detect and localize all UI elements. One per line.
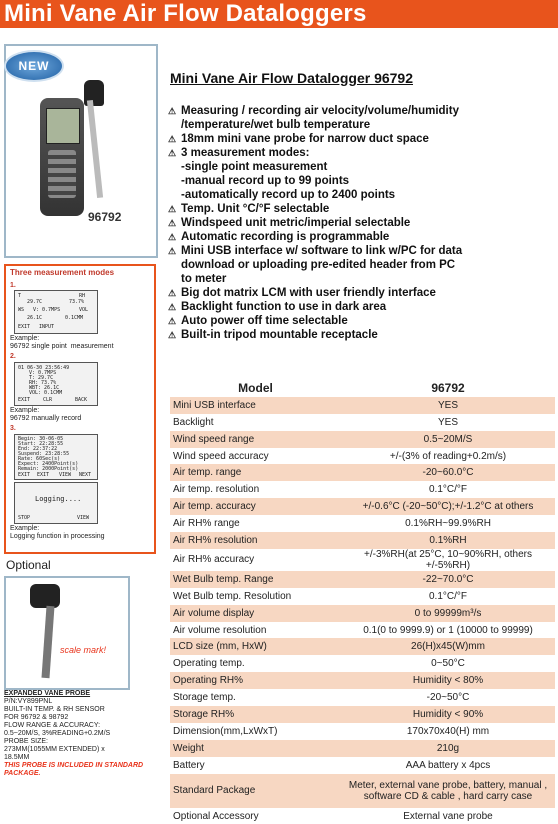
spec-value: +/-3%RH(at 25°C, 10~90%RH, others +/-5%RH) (341, 549, 555, 571)
spec-value: 26(H)x45(W)mm (341, 638, 555, 655)
lcd4-b2: VIEW (77, 515, 90, 521)
spec-label: Wet Bulb temp. Range (170, 571, 341, 588)
probe-line: BUILT-IN TEMP. & RH SENSOR (4, 706, 105, 713)
feature-item: ⚠ Backlight function to use in dark area (168, 301, 387, 313)
spec-row (170, 723, 555, 740)
spec-row (170, 740, 555, 757)
lcd-screen-3 (14, 434, 98, 480)
warning-triangle-icon: ⚠ (168, 246, 177, 256)
feature-item: ⚠ Auto power off time selectable (168, 315, 348, 327)
spec-value: 0.1%RH~99.9%RH (341, 515, 555, 532)
spec-value: +/-(3% of reading+0.2m/s) (341, 448, 555, 465)
lcd3-l3: End: 22:37:22 (18, 446, 58, 452)
lcd3-b1: EXIT (18, 472, 31, 478)
spec-row (170, 757, 555, 774)
lcd2-l1: 01 06-30 23:56:49 (18, 365, 70, 371)
expanded-vane-probe-image (30, 584, 60, 608)
warning-triangle-icon: ⚠ (168, 316, 177, 326)
spec-row (170, 515, 555, 532)
spec-row (170, 498, 555, 515)
warning-triangle-icon: ⚠ (168, 134, 177, 144)
lcd-screen-2 (14, 362, 98, 406)
spec-label: Backlight (170, 414, 341, 431)
spec-header-label: Model (170, 380, 341, 397)
spec-value: -20~50°C (341, 689, 555, 706)
spec-label: Operating temp. (170, 655, 341, 672)
spec-row (170, 481, 555, 498)
feature-item: ⚠ Big dot matrix LCM with user friendly interface (168, 287, 436, 299)
lcd1-ws: WS (18, 307, 25, 313)
optional-label: Optional (6, 558, 51, 572)
spec-row (170, 638, 555, 655)
product-model-code: 96792 (88, 210, 122, 224)
feature-item: ⚠ Windspeed unit metric/imperial selectable (168, 217, 411, 229)
datalogger-device-image (40, 98, 84, 216)
warning-triangle-icon: ⚠ (168, 204, 177, 214)
spec-value: 170x70x40(H) mm (341, 723, 555, 740)
spec-value: YES (341, 414, 555, 431)
lcd2-l4: RH: 73.7% (29, 380, 57, 386)
spec-value: AAA battery x 4pcs (341, 757, 555, 774)
feature-item: ⚠ Automatic recording is programmable (168, 231, 390, 243)
expanded-probe-info (4, 690, 154, 778)
probe-note: THIS PROBE IS INCLUDED IN STANDARD PACKAGE. (4, 762, 144, 777)
spec-value: Humidity < 80% (341, 672, 555, 689)
spec-row (170, 397, 555, 414)
spec-label: Wind speed accuracy (170, 448, 341, 465)
mode-number-2: 2. (10, 353, 16, 360)
spec-label: Storage RH% (170, 706, 341, 723)
spec-row (170, 588, 555, 605)
spec-value: Humidity < 90% (341, 706, 555, 723)
feature-subitem: -single point measurement (181, 161, 328, 173)
spec-value: -22~70.0°C (341, 571, 555, 588)
spec-row (170, 532, 555, 549)
lcd1-v1: 29.7C (27, 299, 43, 305)
spec-value: 0.1°C/°F (341, 481, 555, 498)
lcd2-l6: VOL: 0.1CMM (29, 390, 63, 396)
lcd3-b2: EXIT (37, 472, 50, 478)
modes-title: Three measurement modes (10, 268, 115, 277)
spec-label: Air RH% resolution (170, 532, 341, 549)
feature-item: ⚠ Temp. Unit °C/°F selectable (168, 203, 330, 215)
spec-label: Wet Bulb temp. Resolution (170, 588, 341, 605)
feature-subitem: -automatically record up to 2400 points (181, 189, 396, 201)
lcd1-vol: VOL (79, 307, 89, 313)
spec-row (170, 689, 555, 706)
warning-triangle-icon: ⚠ (168, 148, 177, 158)
spec-label: Air volume resolution (170, 622, 341, 639)
warning-triangle-icon: ⚠ (168, 302, 177, 312)
lcd3-l5: Rate: 60Sec(s) (18, 456, 61, 462)
lcd3-l6: Expect: 2400Point(s) (18, 461, 79, 467)
product-title: Mini Vane Air Flow Datalogger 96792 (170, 70, 413, 86)
spec-label: Standard Package (170, 774, 341, 808)
page-banner: Mini Vane Air Flow Dataloggers (0, 0, 558, 28)
lcd2-l2: V: 0.7MPS (29, 370, 57, 376)
spec-row (170, 706, 555, 723)
lcd3-b3: VIEW (59, 472, 72, 478)
spec-row (170, 549, 555, 571)
warning-triangle-icon: ⚠ (168, 232, 177, 242)
lcd3-l2: Start: 22:28:55 (18, 441, 64, 447)
spec-header-value: 96792 (341, 380, 555, 397)
spec-value: -20~60.0°C (341, 464, 555, 481)
probe-line: P/N:VY899PNL (4, 698, 53, 705)
mode3-caption: Example: Logging function in processing (10, 525, 105, 540)
device-keypad (48, 150, 76, 198)
spec-value: 0.5~20M/S (341, 431, 555, 448)
lcd1-input: INPUT (39, 324, 55, 330)
lcd1-rh: RH (79, 293, 86, 299)
spec-row (170, 414, 555, 431)
probe-line: FOR 96792 & 98792 (4, 714, 69, 721)
spec-row (170, 774, 555, 808)
spec-value: 210g (341, 740, 555, 757)
lcd-screen-4 (14, 482, 98, 524)
spec-value: 0.1%RH (341, 532, 555, 549)
lcd3-b4: NEXT (79, 472, 92, 478)
spec-label: Dimension(mm,LxWxT) (170, 723, 341, 740)
probe-line: 18.5MM (4, 754, 30, 761)
feature-item: ⚠ 3 measurement modes: (168, 147, 310, 159)
spec-value: 0.1(0 to 9999.9) or 1 (10000 to 99999) (341, 622, 555, 639)
mode1-caption: Example: 96792 single point measurement (10, 335, 114, 350)
spec-value: 0 to 99999m³/s (341, 605, 555, 622)
lcd3-l4: Suspend: 23:28:55 (18, 451, 70, 457)
lcd2-l3: T: 29.7C (29, 375, 54, 381)
spec-value: YES (341, 397, 555, 414)
lcd3-l1: Begin: 30-06-05 (18, 436, 64, 442)
device-screen (46, 108, 80, 144)
spec-value: +/-0.6°C (-20~50°C);+/-1.2°C at others (341, 498, 555, 515)
spec-label: Air temp. resolution (170, 481, 341, 498)
mode-number-3: 3. (10, 425, 16, 432)
feature-item: ⚠ 18mm mini vane probe for narrow duct space (168, 133, 429, 145)
spec-row (170, 448, 555, 465)
spec-label: Storage temp. (170, 689, 341, 706)
spec-label: Wind speed range (170, 431, 341, 448)
spec-label: Air RH% range (170, 515, 341, 532)
probe-line: 273MM(1055MM EXTENDED) x (4, 746, 105, 753)
feature-subitem: -manual record up to 99 points (181, 175, 350, 187)
spec-label: Operating RH% (170, 672, 341, 689)
lcd2-b2: CLR (43, 397, 53, 403)
spec-value: Meter, external vane probe, battery, manual , software CD & cable , hard carry case (341, 774, 555, 808)
lcd4-text: Logging.... (35, 495, 82, 503)
feature-item-continued: download or uploading pre-edited header from PC (181, 259, 456, 271)
feature-item: ⚠ Measuring / recording air velocity/volume/humidity (168, 105, 459, 117)
feature-list (168, 104, 558, 342)
scale-mark-label: scale mark! (60, 645, 107, 655)
probe-line: FLOW RANGE & ACCURACY: (4, 722, 101, 729)
feature-item: ⚠ Mini USB interface w/ software to link w/PC for data (168, 245, 463, 257)
spec-label: Optional Accessory (170, 808, 341, 824)
spec-value: 0.1°C/°F (341, 588, 555, 605)
spec-label: Air volume display (170, 605, 341, 622)
spec-value: External vane probe (341, 808, 555, 824)
warning-triangle-icon: ⚠ (168, 288, 177, 298)
mode-number-1: 1. (10, 282, 16, 289)
spec-label: Air temp. range (170, 464, 341, 481)
spec-label: Air temp. accuracy (170, 498, 341, 515)
feature-item: ⚠ Built-in tripod mountable receptacle (168, 329, 378, 341)
spec-table (170, 380, 555, 824)
spec-value: 0~50°C (341, 655, 555, 672)
spec-row (170, 464, 555, 481)
feature-item-continued: /temperature/wet bulb temperature (181, 119, 371, 131)
probe-line: 0.5~20M/S, 3%READING+0.2M/S (4, 730, 111, 737)
lcd-screen-1 (14, 290, 98, 334)
new-badge: NEW (4, 50, 64, 82)
spec-row (170, 622, 555, 639)
spec-label: Mini USB interface (170, 397, 341, 414)
lcd1-v2: 73.7% (69, 299, 85, 305)
spec-header-row (170, 380, 555, 397)
lcd2-l5: WBT: 26.1C (29, 385, 60, 391)
lcd1-v5: 0.1CMM (65, 315, 84, 321)
spec-label: Air RH% accuracy (170, 549, 341, 571)
spec-label: LCD size (mm, HxW) (170, 638, 341, 655)
lcd2-b3: BACK (75, 397, 88, 403)
spec-row (170, 605, 555, 622)
spec-row (170, 672, 555, 689)
mode2-caption: Example: 96792 manually record (10, 407, 82, 422)
lcd1-v4: 26.1C (27, 315, 43, 321)
lcd1-t: T (18, 293, 22, 299)
optional-image-frame (4, 576, 130, 690)
lcd3-l7: Remain: 2000Point(s) (18, 466, 79, 472)
probe-line: PROBE SIZE: (4, 738, 48, 745)
spec-row (170, 808, 555, 824)
spec-row (170, 431, 555, 448)
warning-triangle-icon: ⚠ (168, 106, 177, 116)
lcd1-v3: V: 0.7MPS (33, 307, 61, 313)
lcd1-exit: EXIT (18, 324, 31, 330)
feature-item-continued: to meter (181, 273, 227, 285)
spec-row (170, 655, 555, 672)
spec-row (170, 571, 555, 588)
lcd2-b1: EXIT (18, 397, 31, 403)
spec-label: Weight (170, 740, 341, 757)
lcd4-b1: STOP (18, 515, 31, 521)
warning-triangle-icon: ⚠ (168, 218, 177, 228)
probe-title: EXPANDED VANE PROBE (4, 690, 91, 697)
warning-triangle-icon: ⚠ (168, 330, 177, 340)
spec-label: Battery (170, 757, 341, 774)
